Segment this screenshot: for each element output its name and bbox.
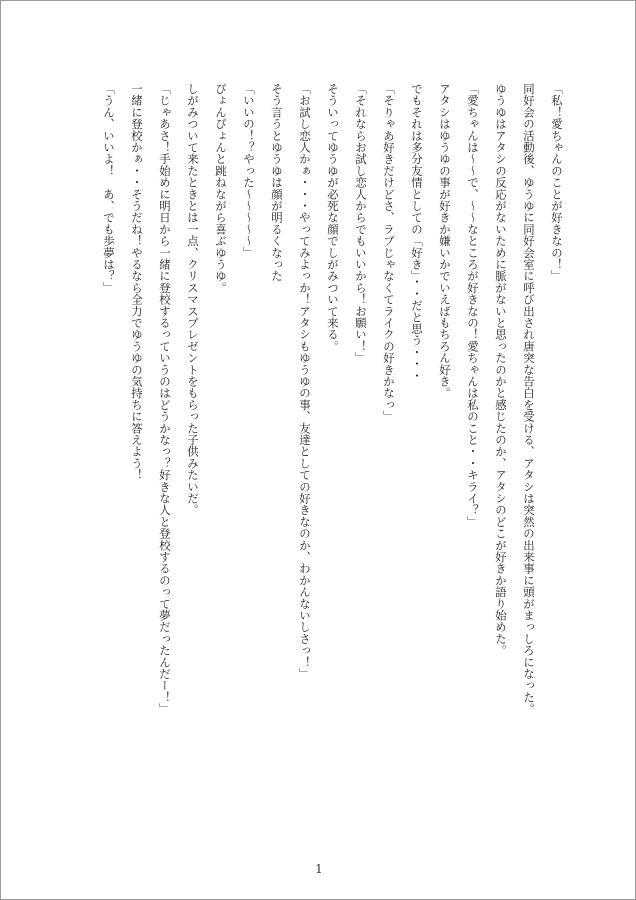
text-line: 「そりゃあ好きだけどさ、ラブじゃなくてライクの好きかなっ」 — [382, 83, 396, 423]
text-line: 「私！愛ちゃんのことが好きなの！」 — [550, 83, 564, 282]
text-line: そう言うとゆうゆは顔が明るくなった — [270, 83, 284, 282]
text-line: 「それならお試し恋人からでもいいから！お願い！」 — [354, 83, 368, 364]
vertical-text-body — [95, 83, 571, 843]
text-line: でもそれは多分友情としての「好き」・・だと思う・・・ — [410, 83, 424, 382]
page-number: 1 — [315, 862, 323, 876]
text-line: 「愛ちゃんは〜〜で、〜〜なところが好きなの！愛ちゃんは私のこと・・キライ？」 — [466, 83, 480, 528]
text-line: 「いいの！？やった〜〜〜〜〜」 — [242, 83, 256, 259]
text-line: 「じゃあさ！手始めに明日から一緒に登校するっていうのはどうかなっ？好きな人と登校するのって夢だったんだー！」 — [158, 83, 172, 715]
text-line: そういってゆうゆが必死な顔でしがみついて来る。 — [326, 83, 340, 353]
text-line: ぴょんぴょんと跳ねながら喜ぶゆうゆ。 — [214, 83, 228, 294]
text-line: ゆうゆはアタシの反応がないために脈がないと思ったのかと感じたのか、アタシのどこが好きか語り始めた。 — [494, 83, 508, 657]
text-line: 一緒に登校かぁ・・そうだね！やるなら全力でゆうゆの気持ちに答えよう！ — [130, 83, 144, 481]
text-line: 「お試し恋人かぁ・・・やってみよっか！アタシもゆうゆの事、友達としての好きなのか、わかんないしさっ！」 — [298, 83, 312, 680]
text-line: 「うん、いいよ！ あ、でも歩夢は？」 — [102, 83, 116, 294]
text-line: 同好会の活動後、ゆうゆに同好会室に呼び出され唐突な告白を受ける、アタシは突然の出来事に頭がまっしろになった。 — [522, 83, 536, 715]
text-line: アタシはゆうゆの事が好きか嫌いかでいえばもちろん好き。 — [438, 83, 452, 399]
text-line: しがみついて来たときとは一点、クリスマスプレゼントをもらった子供みたいだ。 — [186, 83, 200, 516]
